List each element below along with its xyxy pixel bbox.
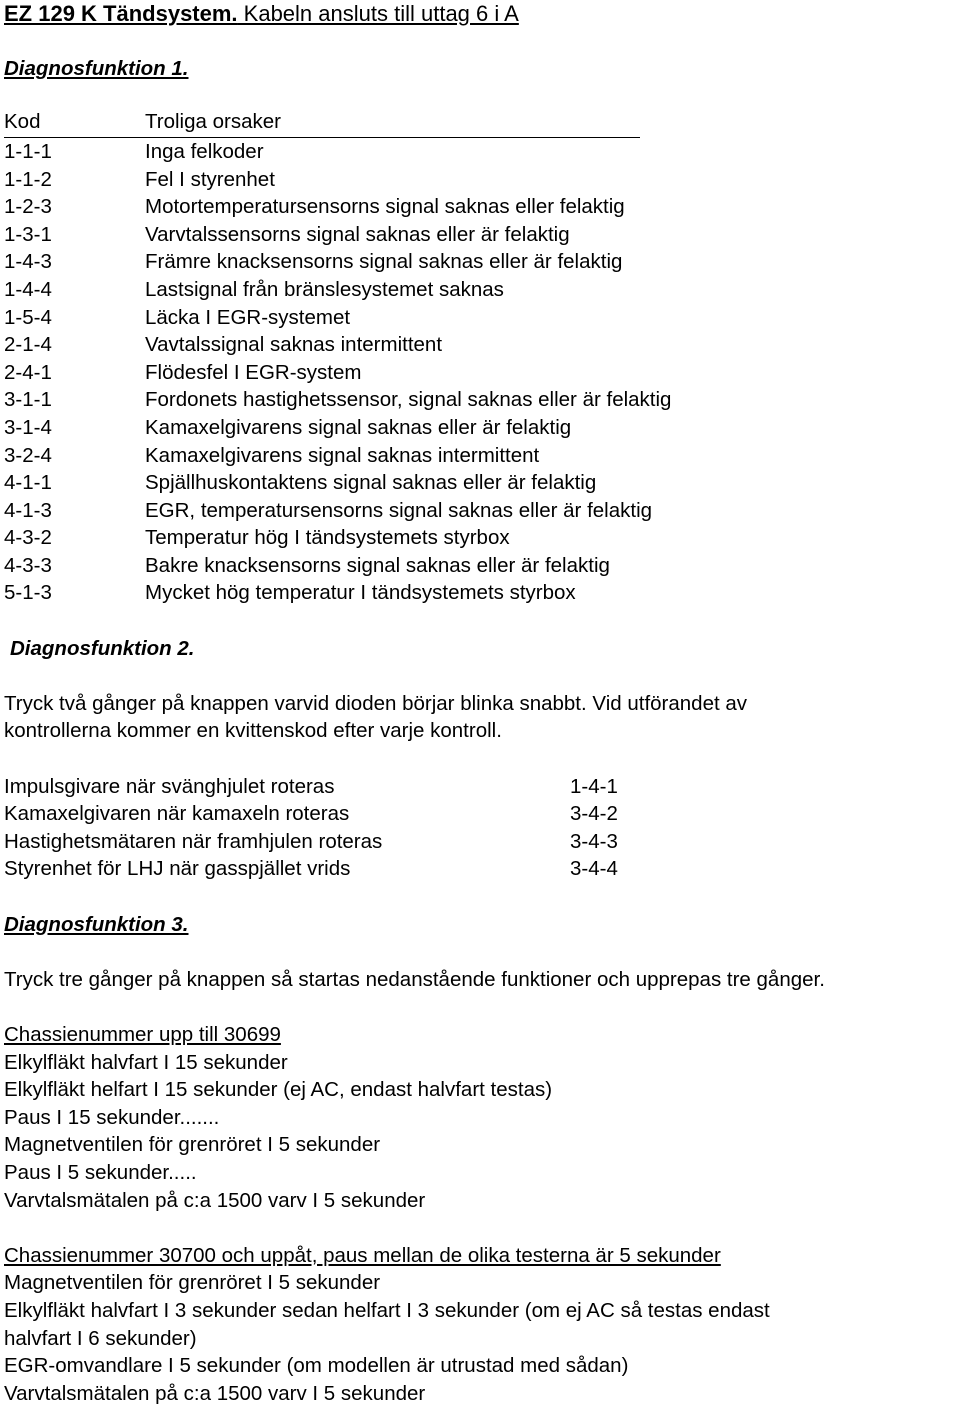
- ack-code: 3-4-4: [570, 857, 618, 881]
- diag2-list: [4, 773, 959, 883]
- fault-code: 1-4-4: [4, 277, 52, 301]
- group1-line: Paus I 5 sekunder.....: [4, 1160, 197, 1184]
- fault-code: 3-2-4: [4, 443, 52, 467]
- check-label: Impulsgivare när svänghjulet roteras: [4, 774, 335, 798]
- diag1-row: [4, 497, 959, 525]
- ack-code: 3-4-2: [570, 802, 618, 826]
- fault-code: 4-1-1: [4, 471, 52, 495]
- fault-cause: Vavtalssignal saknas intermittent: [145, 333, 443, 357]
- title-rest: Kabeln ansluts till uttag 6 i A: [237, 1, 519, 26]
- diag1-row: [4, 442, 959, 470]
- diag2-row: [4, 828, 959, 856]
- group1-line: Magnetventilen för grenröret I 5 sekunder: [4, 1133, 381, 1157]
- diag1-row: [4, 469, 959, 497]
- fault-cause: Kamaxelgivarens signal saknas eller är felaktig: [145, 415, 572, 439]
- diag1-row: [4, 414, 959, 442]
- group2-line-2a: Elkylfläkt halvfart I 3 sekunder sedan helfart I 3 sekunder (om ej AC så testas endast: [4, 1298, 770, 1322]
- fault-cause: Läcka I EGR-systemet: [145, 305, 351, 329]
- group2-line-1: Magnetventilen för grenröret I 5 sekunder: [4, 1271, 381, 1295]
- document-title: [4, 0, 959, 28]
- group2-line-4: Varvtalsmätalen på c:a 1500 varv I 5 sekunder: [4, 1381, 426, 1405]
- check-label: Hastighetsmätaren när framhjulen roteras: [4, 829, 383, 853]
- group1-list: [4, 1049, 959, 1215]
- diag2-row: [4, 800, 959, 828]
- fault-cause: Fordonets hastighetssensor, signal saknas eller är felaktig: [145, 388, 672, 412]
- diag1-table-body: [4, 138, 959, 607]
- diag1-row: [4, 166, 959, 194]
- group2-heading: Chassienummer 30700 och uppåt, paus mellan de olika testerna är 5 sekunder: [4, 1243, 721, 1267]
- fault-code: 3-1-1: [4, 388, 52, 412]
- fault-cause: Fel I styrenhet: [145, 167, 275, 191]
- diag3-heading: Diagnosfunktion 3.: [4, 912, 189, 936]
- group1-line: Paus I 15 sekunder.......: [4, 1105, 220, 1129]
- diag1-row: [4, 276, 959, 304]
- fault-cause: Spjällhuskontaktens signal saknas eller är felaktig: [145, 471, 597, 495]
- diag1-col-cause: Troliga orsaker: [145, 110, 640, 138]
- check-label: Kamaxelgivaren när kamaxeln roteras: [4, 802, 350, 826]
- group2-line-3: EGR-omvandlare I 5 sekunder (om modellen är utrustad med sådan): [4, 1354, 629, 1378]
- diag1-row: [4, 386, 959, 414]
- diag1-row: [4, 248, 959, 276]
- fault-code: 1-2-3: [4, 195, 52, 219]
- fault-cause: Inga felkoder: [145, 139, 264, 163]
- fault-cause: Lastsignal från bränslesystemet saknas: [145, 277, 504, 301]
- fault-code: 2-4-1: [4, 360, 52, 384]
- fault-code: 5-1-3: [4, 581, 52, 605]
- fault-cause: Motortemperatursensorns signal saknas eller felaktig: [145, 195, 625, 219]
- fault-code: 1-5-4: [4, 305, 52, 329]
- group2-line-2b: halvfart I 6 sekunder): [4, 1326, 197, 1350]
- fault-cause: Varvtalssensorns signal saknas eller är felaktig: [145, 222, 570, 246]
- diag1-row: [4, 359, 959, 387]
- ack-code: 3-4-3: [570, 829, 618, 853]
- fault-code: 1-3-1: [4, 222, 52, 246]
- fault-code: 3-1-4: [4, 415, 52, 439]
- diag1-table-header: [4, 110, 959, 138]
- fault-code: 1-1-1: [4, 139, 52, 163]
- fault-cause: EGR, temperatursensorns signal saknas eller är felaktig: [145, 498, 653, 522]
- fault-cause: Främre knacksensorns signal saknas eller är felaktig: [145, 250, 623, 274]
- fault-cause: Temperatur hög I tändsystemets styrbox: [145, 526, 510, 550]
- title-bold: EZ 129 K Tändsystem.: [4, 1, 238, 26]
- check-label: Styrenhet för LHJ när gasspjället vrids: [4, 857, 351, 881]
- diag1-heading: Diagnosfunktion 1.: [4, 57, 189, 81]
- fault-code: 4-3-2: [4, 526, 52, 550]
- diag1-row: [4, 552, 959, 580]
- group1-heading: Chassienummer upp till 30699: [4, 1022, 281, 1046]
- diag2-heading: Diagnosfunktion 2.: [10, 636, 195, 660]
- diag1-row: [4, 331, 959, 359]
- fault-cause: Kamaxelgivarens signal saknas intermittent: [145, 443, 540, 467]
- diag1-row: [4, 138, 959, 166]
- diag1-row: [4, 579, 959, 607]
- document-page: [4, 0, 959, 1407]
- diag1-row: [4, 193, 959, 221]
- group1-line: Elkylfläkt helfart I 15 sekunder (ej AC, endast halvfart testas): [4, 1078, 553, 1102]
- group1-line: Varvtalsmätalen på c:a 1500 varv I 5 sekunder: [4, 1188, 426, 1212]
- diag2-row: [4, 773, 959, 801]
- fault-code: 4-3-3: [4, 553, 52, 577]
- diag1-row: [4, 304, 959, 332]
- diag2-intro-line2: kontrollerna kommer en kvittenskod efter varje kontroll.: [4, 719, 502, 743]
- fault-code: 1-4-3: [4, 250, 52, 274]
- diag1-col-code: Kod: [4, 110, 145, 138]
- diag2-row: [4, 855, 959, 883]
- fault-code: 2-1-4: [4, 333, 52, 357]
- diag1-row: [4, 221, 959, 249]
- diag2-intro-line1: Tryck två gånger på knappen varvid dioden börjar blinka snabbt. Vid utförandet av: [4, 691, 748, 715]
- fault-cause: Mycket hög temperatur I tändsystemets styrbox: [145, 581, 576, 605]
- fault-cause: Flödesfel I EGR-system: [145, 360, 362, 384]
- fault-code: 4-1-3: [4, 498, 52, 522]
- fault-code: 1-1-2: [4, 167, 52, 191]
- diag1-row: [4, 524, 959, 552]
- ack-code: 1-4-1: [570, 774, 618, 798]
- diag3-intro: Tryck tre gånger på knappen så startas nedanstående funktioner och upprepas tre gånger.: [4, 967, 825, 991]
- fault-cause: Bakre knacksensorns signal saknas eller är felaktig: [145, 553, 610, 577]
- group1-line: Elkylfläkt halvfart I 15 sekunder: [4, 1050, 288, 1074]
